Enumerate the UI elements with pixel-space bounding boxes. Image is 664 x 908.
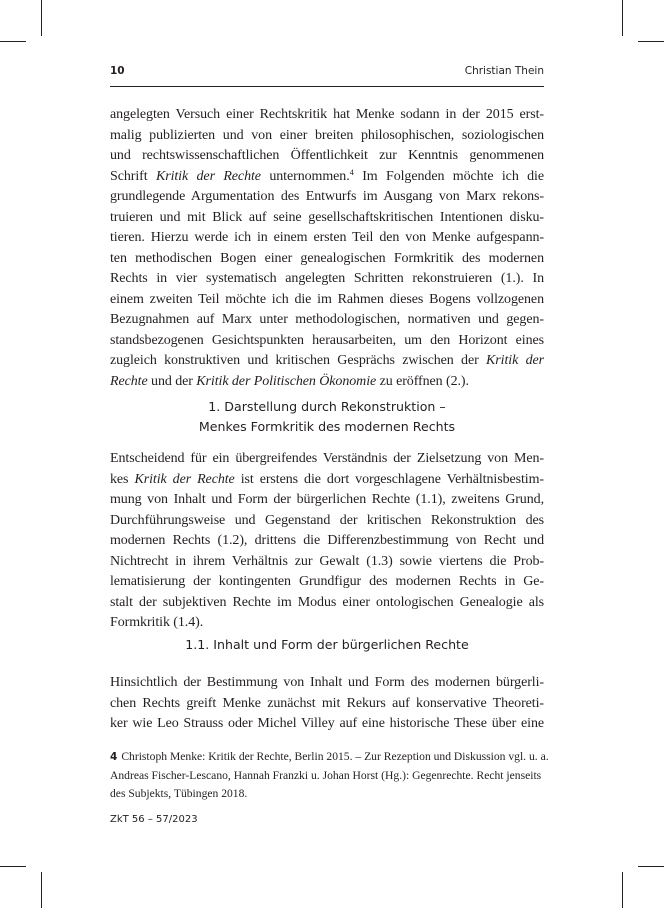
crop-mark-left-bottom [0, 866, 26, 867]
text-run: zu eröffnen (2.). [379, 373, 469, 389]
text-run: Im Folgenden möchte ich die [362, 168, 544, 184]
running-header [110, 65, 544, 83]
text-run: Christoph Menke: Kritik der Rechte, Berlin 2015. – Zur Rezeption und Diskussion vgl. u. a. [121, 750, 549, 763]
text-line: stalt der subjektiven Rechte im Modus einer ontologischen Genealogie als [110, 594, 544, 610]
body-paragraph-2 [110, 449, 544, 634]
text-line [110, 351, 544, 372]
text-line: tieren. Hierzu werde ich in einem ersten Teil den von Menke aufgespann- [110, 230, 544, 245]
text-line: Durchführungsweise und Gegenstand der kritischen Rekonstruktion des [110, 512, 544, 528]
text-line [110, 372, 544, 393]
text-line: Formkritik (1.4). [110, 615, 204, 630]
text-line: truieren und mit Blick auf seine gesellschaftskritischen Intentionen disku- [110, 209, 544, 225]
crop-mark-bottom-right [622, 872, 623, 908]
book-title: Rechte [110, 373, 148, 389]
book-title: Kritik der [486, 353, 545, 368]
heading-line: 1. Darstellung durch Rekonstruktion – [208, 399, 446, 414]
footnote-line [110, 748, 549, 767]
text-line: und rechtswissenschaftlichen Öffentlichkeit zur Kenntnis genommenen [110, 148, 544, 163]
text-line: Rechts in vier systematisch angelegten Schritten rekonstruieren (1.). In [110, 271, 544, 286]
text-line: angelegten Versuch einer Rechtskritik hat Menke sodann in der 2015 erst- [110, 107, 544, 122]
text-line: modernen Rechts (1.2), drittens die Differenzbestimmung von Recht und [110, 533, 544, 548]
journal-reference: ZkT 56 – 57/2023 [110, 814, 198, 825]
book-title: Kritik der Rechte [134, 471, 235, 487]
text-line: malig publizierten und von einer breiten philosophischen, soziologischen [110, 127, 544, 143]
body-paragraph-3 [110, 673, 544, 735]
crop-mark-bottom-left [41, 872, 42, 908]
text-line: ker wie Leo Strauss oder Michel Villey auf eine historische These über eine [110, 716, 544, 731]
crop-mark-right-top [638, 41, 664, 42]
text-run: und der [151, 373, 193, 389]
text-run: zugleich konstruktiven und kritischen Gesprächs zwischen der [110, 353, 479, 368]
section-heading-1 [110, 397, 544, 437]
header-rule [110, 86, 544, 87]
body-paragraph-1 [110, 105, 544, 392]
running-header-author: Christian Thein [464, 65, 544, 77]
text-line [110, 470, 544, 491]
section-heading-1-1 [110, 635, 544, 655]
footnote-number: 4 [110, 751, 118, 763]
heading-line: 1.1. Inhalt und Form der bürgerlichen Rechte [185, 637, 469, 652]
text-line: einem zweiten Teil möchte ich die im Rahmen dieses Bogens vollzogenen [110, 291, 544, 307]
crop-mark-top-right [622, 0, 623, 36]
text-run: kes [110, 471, 129, 487]
text-run: ist erstens die dort vorgeschlagene Verhältnisbestim- [240, 471, 545, 487]
text-line: chen Rechts greift Menke zunächst mit Rekurs auf konservative Theoreti- [110, 695, 544, 711]
footnote-4 [110, 748, 549, 804]
text-line: mung von Inhalt und Form der bürgerlichen Rechte (1.1), zweitens Grund, [110, 492, 544, 507]
text-line: ten methodischen Bogen einer genealogischen Formkritik des modernen [110, 250, 544, 266]
text-run: Schrift [110, 168, 148, 184]
text-run: unternommen. [269, 168, 350, 184]
crop-mark-top-left [41, 0, 42, 36]
text-line: Bezugnahmen auf Marx unter methodologischen, normativen und gegen- [110, 312, 544, 327]
text-line: grundlegende Argumentation des Entwurfs im Ausgang von Marx rekons- [110, 189, 544, 204]
book-title: Kritik der Politischen Ökonomie [196, 373, 377, 389]
footnote-ref: 4 [349, 166, 354, 177]
text-line: Entscheidend für ein übergreifendes Verständnis der Zielsetzung von Men- [110, 451, 544, 466]
text-line: lematisierung der kontingenten Grundfigur des modernen Rechts in Ge- [110, 574, 544, 589]
crop-mark-left-top [0, 41, 26, 42]
crop-mark-right-bottom [638, 866, 664, 867]
text-line: Nichtrecht in ihrem Verhältnis zur Gewalt (1.3) sowie viertens die Prob- [110, 553, 544, 569]
book-title: Kritik der Rechte [155, 168, 261, 184]
footnote-line: Andreas Fischer-Lescano, Hannah Franzki u. Johan Horst (Hg.): Gegenrechte. Recht jenseits [110, 768, 542, 782]
text-line [110, 167, 544, 188]
footnote-line: des Subjekts, Tübingen 2018. [110, 787, 248, 800]
text-line: Hinsichtlich der Bestimmung von Inhalt und Form des modernen bürgerli- [110, 675, 544, 690]
heading-line: Menkes Formkritik des modernen Rechts [198, 419, 456, 434]
page-number: 10 [110, 65, 125, 77]
text-line: standsbezogenen Gesichtspunkten herausarbeiten, um den Horizont eines [110, 332, 544, 348]
